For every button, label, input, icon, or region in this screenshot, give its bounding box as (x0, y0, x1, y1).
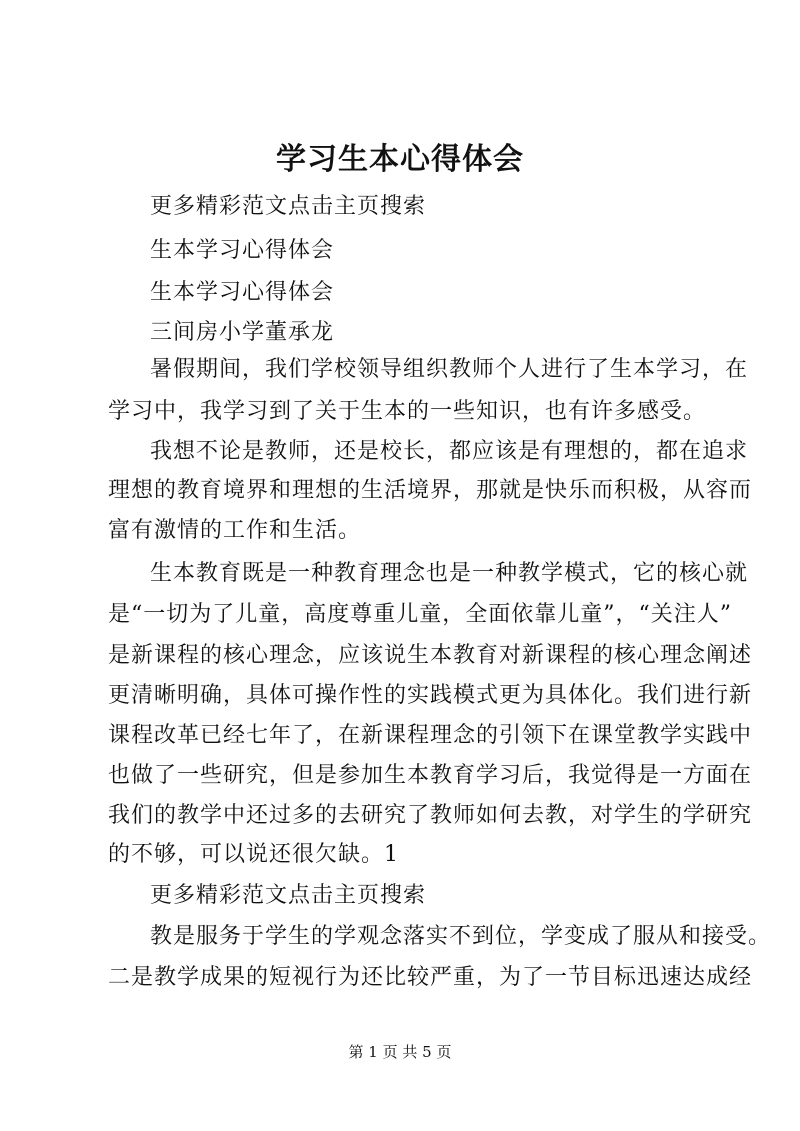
paragraph-line: 也做了一些研究，但是参加生本教育学习后，我觉得是一方面在 (108, 763, 753, 788)
paragraph-line: 富有激情的工作和生活。 (108, 518, 362, 543)
paragraph-line: 更清晰明确，具体可操作性的实践模式更为具体化。我们进行新 (108, 683, 753, 708)
paragraph-line: 的不够，可以说还很欠缺。1 (108, 842, 399, 867)
paragraph-line: 暑假期间，我们学校领导组织教师个人进行了生本学习，在 (150, 357, 749, 382)
paragraph-line: 是“一切为了儿童，高度尊重儿童，全面依靠儿童”，“关注人” (108, 602, 732, 627)
paragraph-line: 教是服务于学生的学观念落实不到位，学变成了服从和接受。 (150, 924, 772, 949)
paragraph-line: 我们的教学中还过多的去研究了教师如何去教，对学生的学研究 (108, 803, 753, 828)
paragraph-line: 二是教学成果的短视行为还比较严重，为了一节目标迅速达成经 (108, 965, 753, 990)
paragraph-line: 是新课程的核心理念，应该说生本教育对新课程的核心理念阐述 (108, 643, 753, 668)
document-title: 学习生本心得体会 (276, 142, 524, 177)
subtitle-line: 生本学习心得体会 (150, 280, 335, 305)
paragraph-line: 生本教育既是一种教育理念也是一种教学模式，它的核心就 (150, 561, 749, 586)
subtitle-line: 生本学习心得体会 (150, 238, 335, 263)
paragraph-line: 学习中，我学习到了关于生本的一些知识，也有许多感受。 (108, 399, 707, 424)
author-line: 三间房小学董承龙 (150, 320, 335, 345)
promo-line: 更多精彩范文点击主页搜索 (150, 194, 427, 219)
paragraph-line: 理想的教育境界和理想的生活境界，那就是快乐而积极，从容而 (108, 478, 753, 503)
paragraph-line: 我想不论是教师，还是校长，都应该是有理想的，都在追求 (150, 439, 749, 464)
paragraph-line: 课程改革已经七年了，在新课程理念的引领下在课堂教学实践中 (108, 723, 753, 748)
page-number: 第 1 页 共 5 页 (348, 1043, 452, 1061)
promo-line: 更多精彩范文点击主页搜索 (150, 883, 427, 908)
